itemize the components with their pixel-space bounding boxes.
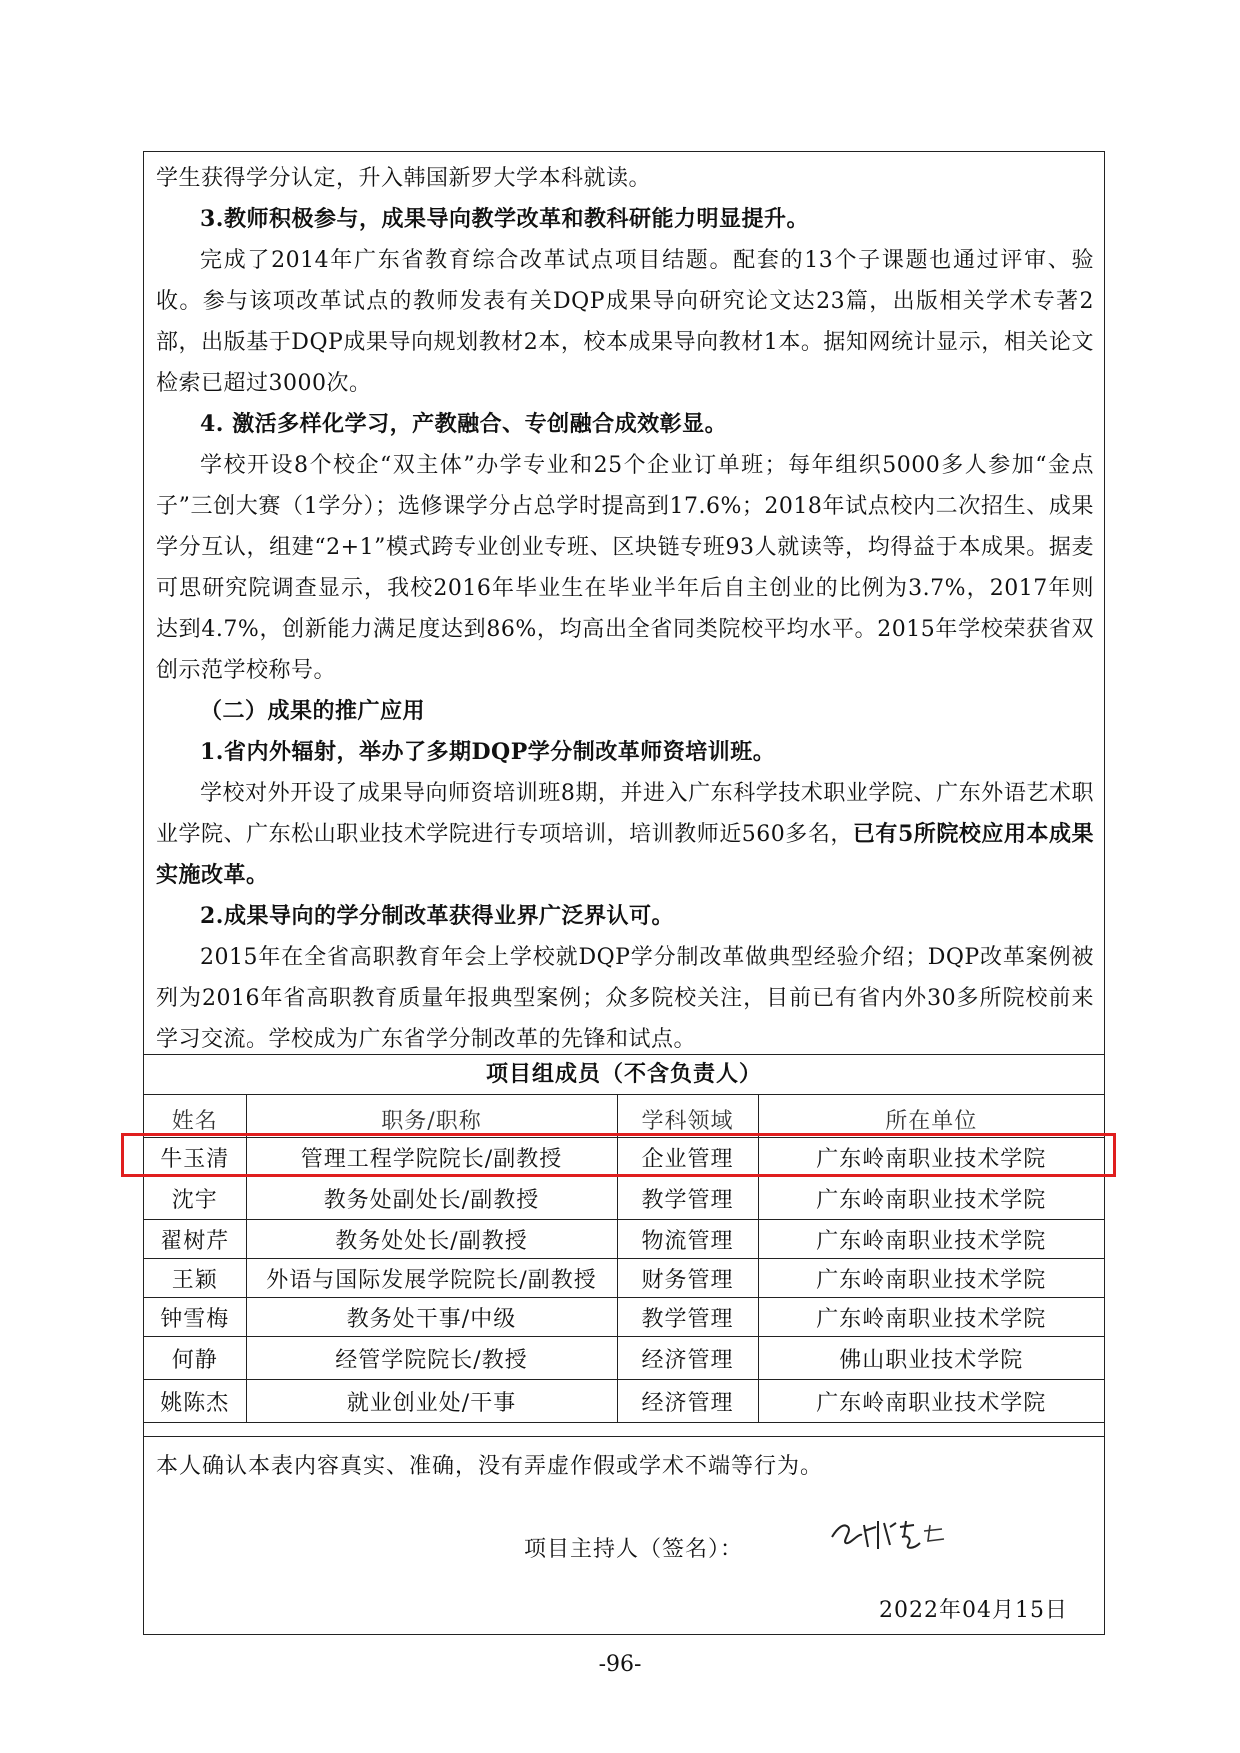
heading-4: 4. 激活多样化学习，产教融合、专创融合成效彰显。 xyxy=(200,411,728,437)
member-field: 教学管理 xyxy=(617,1177,758,1220)
member-name: 钟雪梅 xyxy=(144,1298,246,1337)
members-title: 项目组成员（不含负责人） xyxy=(144,1054,1104,1094)
member-name: 何静 xyxy=(144,1337,246,1380)
header-field: 学科领域 xyxy=(617,1095,758,1138)
table-row xyxy=(144,1380,1104,1423)
table-row xyxy=(144,1298,1104,1337)
table-row xyxy=(144,1138,1104,1177)
header-title: 职务/职称 xyxy=(246,1095,617,1138)
heading-6: 2.成果导向的学分制改革获得业界广泛界认可。 xyxy=(200,903,674,929)
member-title: 教务处副处长/副教授 xyxy=(246,1177,617,1220)
paragraph-6: 2015年在全省高职教育年会上学校就DQP学分制改革做典型经验介绍；DQP改革案例被列为2016年省高职教育质量年报典型案例；众多院校关注，目前已有省内外30多所院校前来学习交流。学校成为广东省学分制改革的先锋和试点。 xyxy=(156,945,1094,1052)
signature-date: 2022年04月15日 xyxy=(879,1598,1068,1623)
table-row xyxy=(144,1259,1104,1298)
table-row xyxy=(144,1220,1104,1259)
achievement-text xyxy=(144,152,1106,1054)
paragraph-3: 完成了2014年广东省教育综合改革试点项目结题。配套的13个子课题也通过评审、验收。参与该项改革试点的教师发表有关DQP成果导向研究论文达23篇，出版相关学术专著2部，出版基于DQP成果导向规划教材2本，校本成果导向教材1本。据知网统计显示，相关论文检索已超过3000次。 xyxy=(156,248,1094,396)
signer-label: 项目主持人（签名）： xyxy=(524,1537,744,1562)
member-field: 经济管理 xyxy=(617,1380,758,1423)
table-row xyxy=(144,1337,1104,1380)
confirmation-section xyxy=(144,1436,1104,1634)
member-field: 企业管理 xyxy=(617,1138,758,1177)
member-name: 翟树芹 xyxy=(144,1220,246,1259)
member-title: 外语与国际发展学院院长/副教授 xyxy=(246,1259,617,1298)
member-field: 教学管理 xyxy=(617,1298,758,1337)
signature-image xyxy=(824,1497,964,1557)
form-frame xyxy=(143,151,1105,1635)
member-unit: 广东岭南职业技术学院 xyxy=(758,1259,1104,1298)
section-2-heading: （二）成果的推广应用 xyxy=(200,698,426,724)
member-title: 就业创业处/干事 xyxy=(246,1380,617,1423)
paragraph-1: 学生获得学分认定，升入韩国新罗大学本科就读。 xyxy=(156,166,652,191)
heading-3: 3.教师积极参与，成果导向教学改革和教科研能力明显提升。 xyxy=(200,206,809,232)
heading-5: 1.省内外辐射，举办了多期DQP学分制改革师资培训班。 xyxy=(200,739,776,765)
members-table xyxy=(144,1094,1104,1423)
member-field: 物流管理 xyxy=(617,1220,758,1259)
member-unit: 广东岭南职业技术学院 xyxy=(758,1220,1104,1259)
member-unit: 广东岭南职业技术学院 xyxy=(758,1138,1104,1177)
header-name: 姓名 xyxy=(144,1095,246,1138)
member-name: 王颖 xyxy=(144,1259,246,1298)
table-header-row xyxy=(144,1095,1104,1138)
member-unit: 广东岭南职业技术学院 xyxy=(758,1177,1104,1220)
member-title: 管理工程学院院长/副教授 xyxy=(246,1138,617,1177)
confirmation-statement: 本人确认本表内容真实、准确，没有弄虚作假或学术不端等行为。 xyxy=(156,1454,824,1479)
member-unit: 佛山职业技术学院 xyxy=(758,1337,1104,1380)
member-name: 牛玉清 xyxy=(144,1138,246,1177)
paragraph-5 xyxy=(156,773,1094,896)
member-name: 姚陈杰 xyxy=(144,1380,246,1423)
member-field: 财务管理 xyxy=(617,1259,758,1298)
header-unit: 所在单位 xyxy=(758,1095,1104,1138)
paragraph-4: 学校开设8个校企“双主体”办学专业和25个企业订单班；每年组织5000多人参加“金点子”三创大赛（1学分）；选修课学分占总学时提高到17.6%；2018年试点校内二次招生、成果学分互认，组建“2+1”模式跨专业创业专班、区块链专班93人就读等，均得益于本成果。据麦可思研究院调查显示，我校2016年毕业生在毕业半年后自主创业的比例为3.7%，2017年则达到4.7%，创新能力满足度达到86%，均高出全省同类院校平均水平。2015年学校荣获省双创示范学校称号。 xyxy=(156,453,1094,683)
member-title: 经管学院院长/教授 xyxy=(246,1337,617,1380)
page-number: -96- xyxy=(598,1652,642,1677)
member-title: 教务处干事/中级 xyxy=(246,1298,617,1337)
member-title: 教务处处长/副教授 xyxy=(246,1220,617,1259)
member-unit: 广东岭南职业技术学院 xyxy=(758,1380,1104,1423)
member-unit: 广东岭南职业技术学院 xyxy=(758,1298,1104,1337)
member-field: 经济管理 xyxy=(617,1337,758,1380)
table-row xyxy=(144,1177,1104,1220)
paragraph-5-bold: 已有5所院校应用本成果实施改革。 xyxy=(156,821,1094,888)
paragraph-5-text: 学校对外开设了成果导向师资培训班8期，并进入广东科学技术职业学院、广东外语艺术职业学院、广东松山职业技术学院进行专项培训，培训教师近560多名， xyxy=(156,781,1094,847)
member-name: 沈宇 xyxy=(144,1177,246,1220)
